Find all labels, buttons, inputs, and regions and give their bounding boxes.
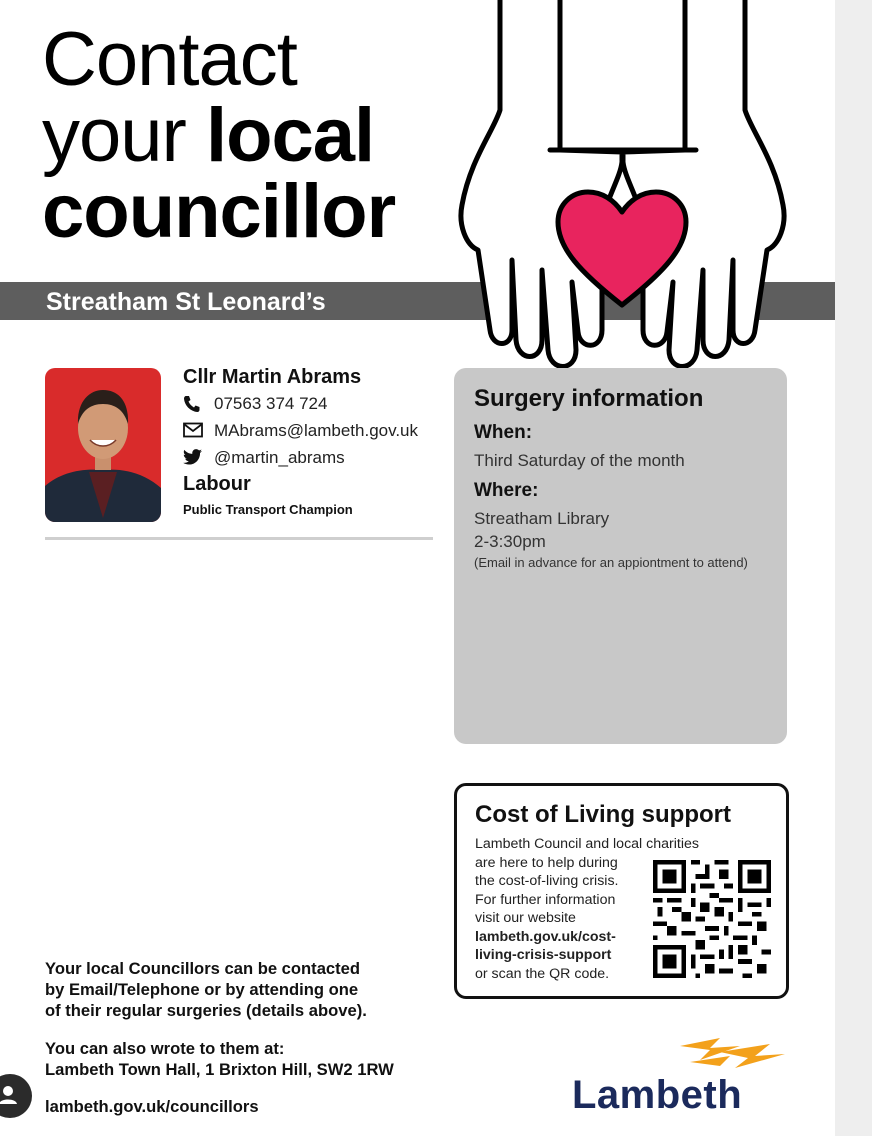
- email-address[interactable]: MAbrams@lambeth.gov.uk: [214, 421, 419, 440]
- footer-website-link[interactable]: lambeth.gov.uk/councillors: [45, 1097, 259, 1116]
- councillor-name: Cllr Martin Abrams: [183, 366, 362, 388]
- cost-of-living-text: Lambeth Council and local charities are here to help during the cost-of-living crisis. For further information visit our website lambeth.gov.uk/cost- living-crisis-support or scan the QR code.: [475, 836, 699, 982]
- email-row[interactable]: [183, 421, 418, 441]
- surgery-where-value: Streatham Library: [474, 509, 610, 528]
- twitter-row[interactable]: [183, 448, 345, 468]
- page-title: [42, 17, 396, 254]
- title-line-2: your local: [42, 93, 375, 178]
- phone-icon: [183, 395, 205, 413]
- ward-name: Streatham St Leonard’s: [46, 288, 326, 316]
- footer-paragraph-1: Your local Councillors can be contacted by Email/Telephone or by attending one of their regular surgeries (details above).: [45, 959, 367, 1020]
- section-divider: [45, 537, 433, 540]
- cost-of-living-link-1[interactable]: lambeth.gov.uk/cost-: [475, 928, 616, 945]
- footer-paragraph-2: You can also wrote to them at: Lambeth Town Hall, 1 Brixton Hill, SW2 1RW: [45, 1039, 394, 1079]
- avatar[interactable]: [0, 1074, 32, 1118]
- surgery-heading: Surgery information: [474, 385, 704, 412]
- surgery-time: 2-3:30pm: [474, 532, 546, 551]
- councillor-photo: [45, 368, 161, 522]
- surgery-when-label: When:: [474, 422, 533, 443]
- mail-icon: [183, 422, 205, 440]
- twitter-icon: [183, 449, 205, 467]
- councillor-role: Public Transport Champion: [183, 502, 353, 517]
- title-line-1: Contact: [42, 17, 297, 102]
- phone-number[interactable]: 07563 374 724: [214, 394, 328, 413]
- page-edge-strip: [835, 0, 872, 1136]
- surgery-note: (Email in advance for an appiontment to attend): [474, 555, 748, 570]
- title-line-3: councillor: [42, 169, 396, 254]
- party-name: Labour: [183, 473, 251, 495]
- cost-of-living-link-2[interactable]: living-crisis-support: [475, 947, 612, 963]
- user-icon: [0, 1074, 32, 1118]
- phone-row[interactable]: [183, 394, 327, 414]
- lambeth-wordmark: Lambeth: [572, 1073, 743, 1117]
- cost-of-living-box: [454, 783, 789, 999]
- surgery-info-panel: [454, 368, 787, 744]
- cost-of-living-heading: Cost of Living support: [475, 801, 731, 828]
- surgery-when-value: Third Saturday of the month: [474, 451, 685, 470]
- twitter-handle[interactable]: @martin_abrams: [214, 448, 345, 467]
- hands-holding-heart-icon: [450, 0, 795, 380]
- qr-code-icon[interactable]: [653, 860, 771, 978]
- surgery-where-label: Where:: [474, 480, 539, 501]
